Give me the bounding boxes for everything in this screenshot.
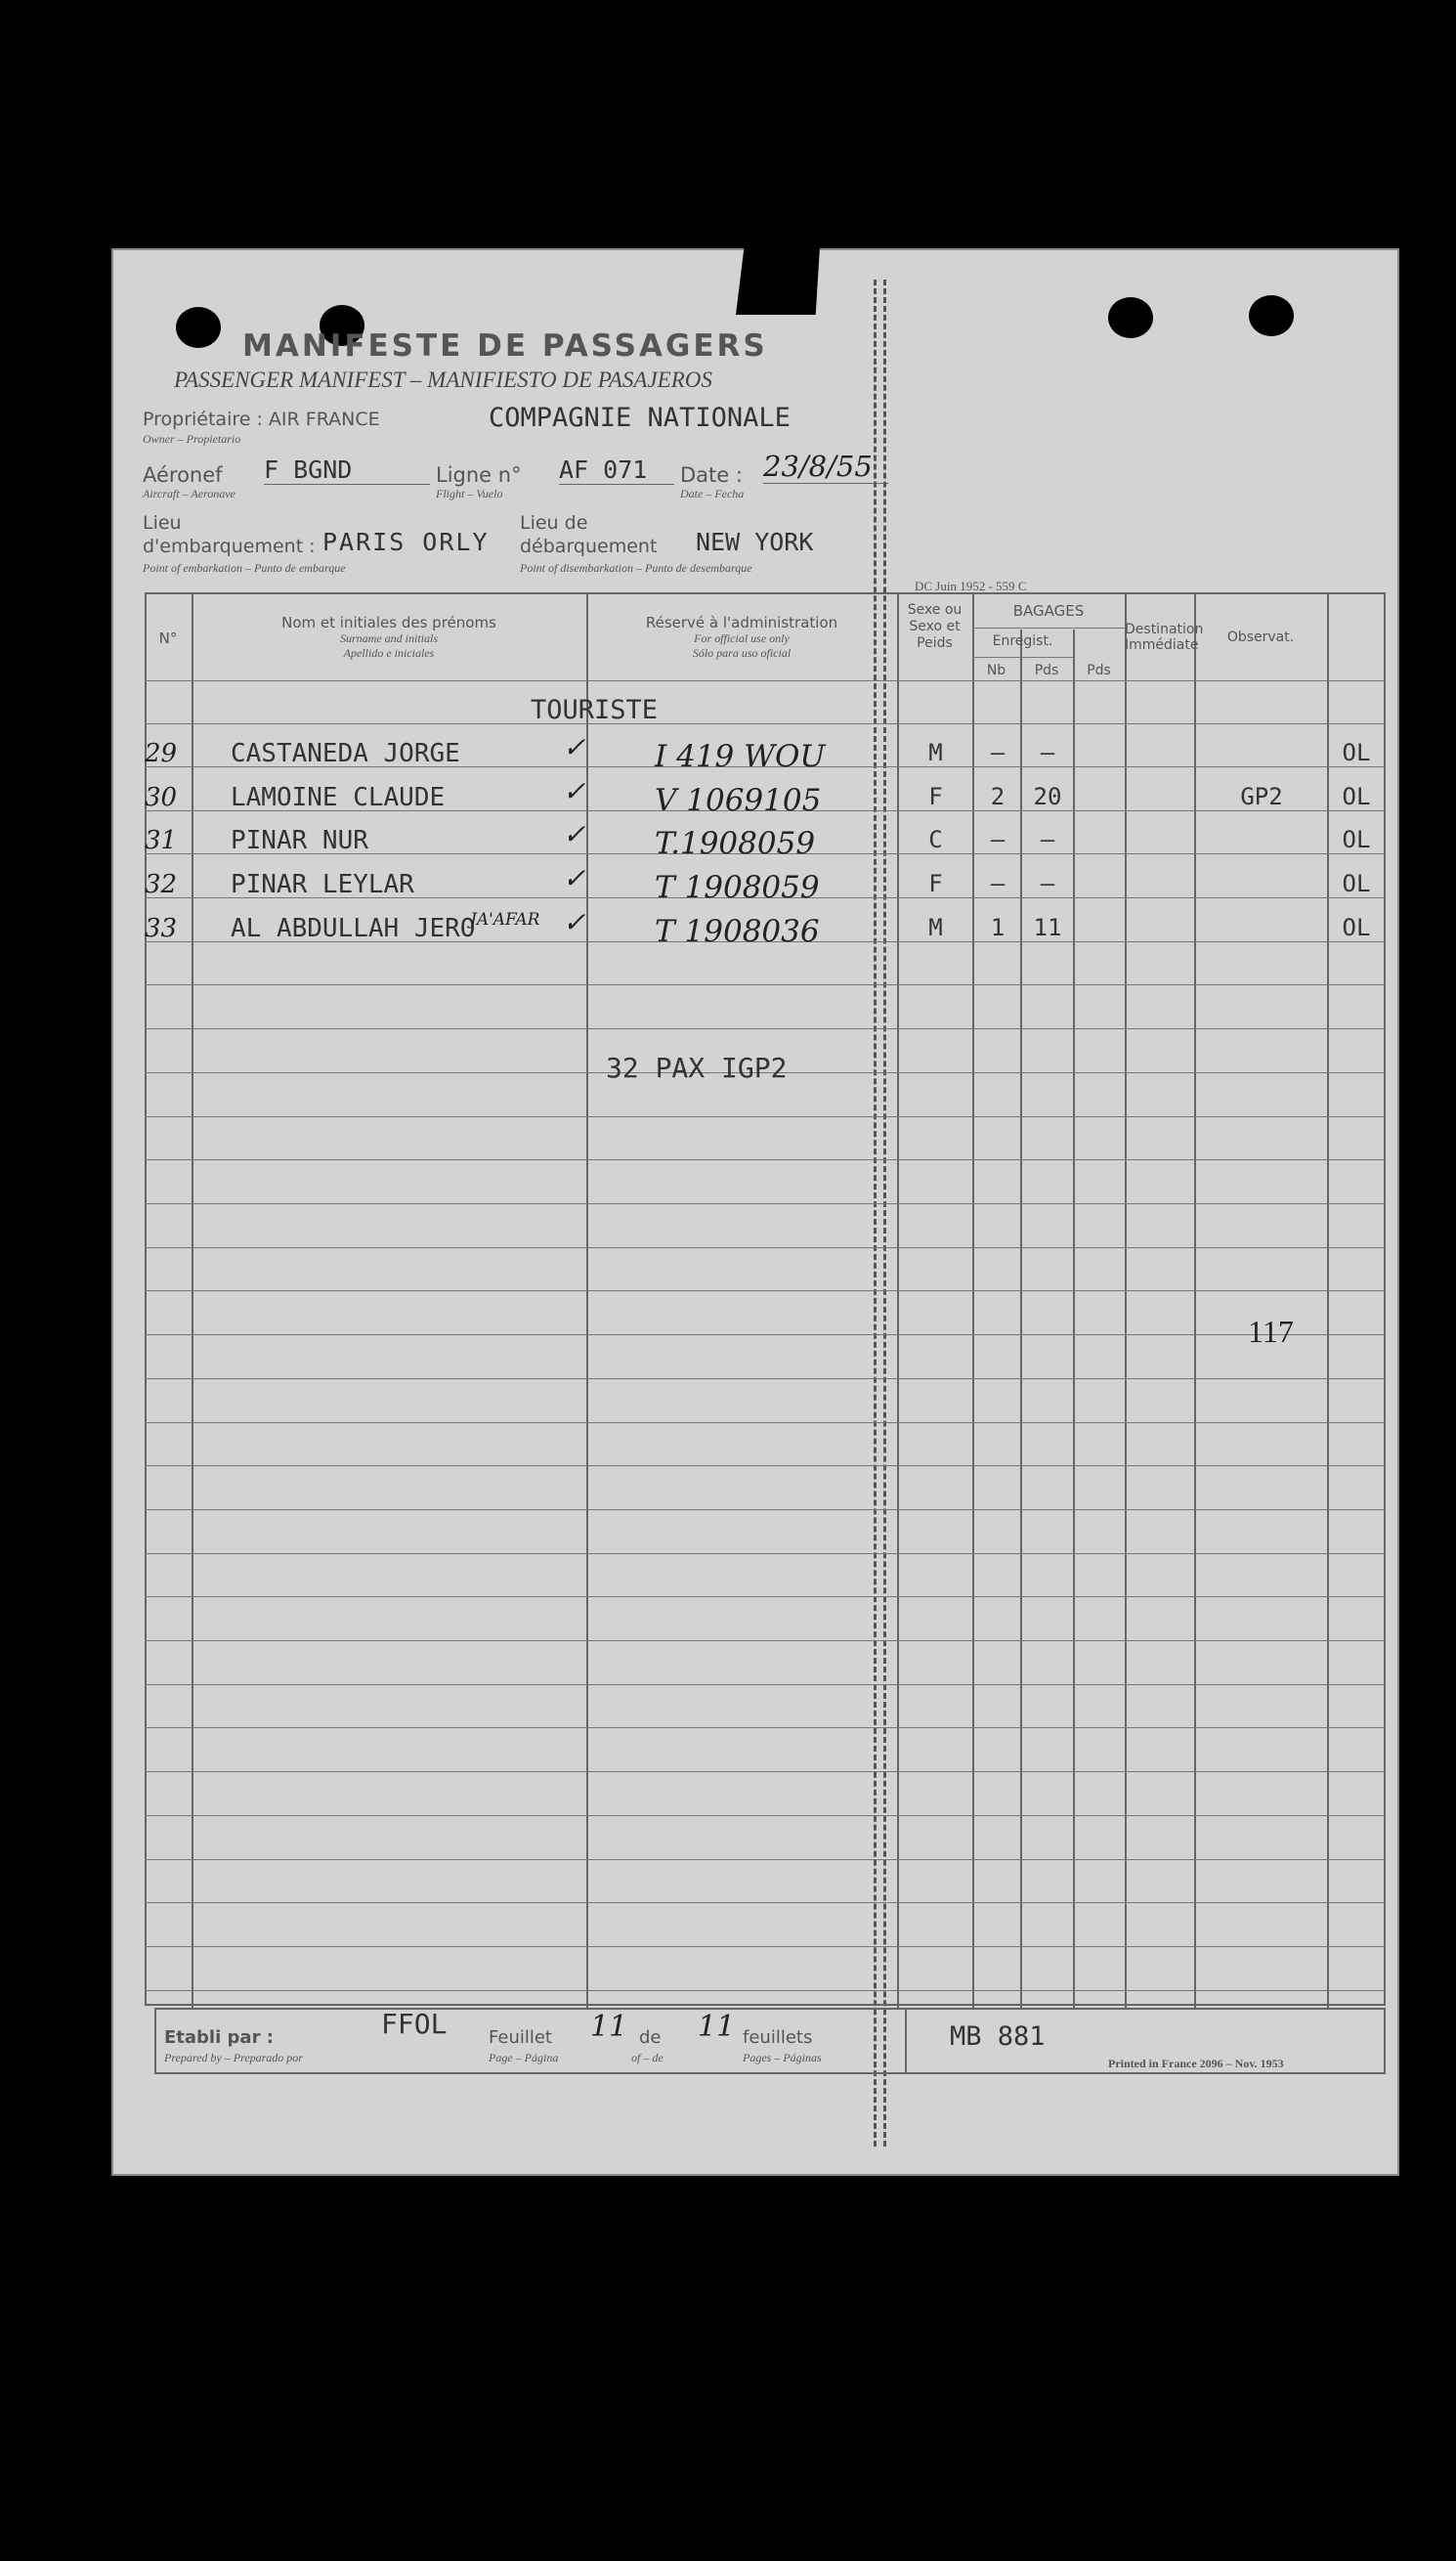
passenger-bag-count: 1 [990, 913, 1006, 941]
passenger-no: 32 [145, 870, 178, 900]
col-admin [586, 614, 897, 661]
disembark-sub: Point of disembarkation – Punto de desembarque [520, 561, 752, 575]
name-annotation: JA'AFAR [470, 910, 540, 930]
footer-divider [905, 2008, 907, 2074]
table-row [145, 818, 1386, 865]
embark-value: PARIS ORLY [322, 528, 490, 556]
col-name [192, 614, 586, 661]
col-no: N° [158, 629, 178, 647]
section-label: TOURISTE [531, 695, 659, 725]
owner-sub: Owner – Propietario [143, 432, 241, 446]
passenger-no: 31 [145, 826, 178, 856]
col-nb: Nb [986, 663, 1006, 678]
passenger-sex: F [928, 782, 943, 810]
sheets-sub: Pages – Páginas [743, 2051, 822, 2064]
line-sub: Flight – Vuelo [436, 487, 503, 500]
col-weight: Pds [1034, 663, 1059, 678]
passenger-name: CASTANEDA JORGE [231, 739, 460, 768]
of-label: de [639, 2027, 662, 2048]
disembark-label-1: Lieu de [520, 512, 588, 534]
passenger-admin-code: I 419 WOU [655, 739, 826, 774]
passenger-bag-count: 2 [990, 782, 1006, 810]
col-admin-sub: For official use only [694, 631, 790, 645]
manifest-title: MANIFESTE DE PASSAGERS [242, 328, 768, 364]
owner-label: Propriétaire : AIR FRANCE [143, 409, 380, 430]
punch-hole [1249, 295, 1294, 336]
page-number: 117 [1248, 1314, 1294, 1349]
passenger-bag-count: – [990, 739, 1006, 766]
check-mark-icon: ✓ [563, 818, 586, 851]
owner-value: COMPAGNIE NATIONALE [489, 403, 791, 433]
passenger-observation: OL [1342, 870, 1371, 898]
disembark-value: NEW YORK [696, 528, 814, 556]
col-name-sub2: Apellido e iniciales [343, 646, 435, 660]
form-number: MB 881 [950, 2021, 1046, 2052]
passenger-bag-weight: – [1040, 826, 1055, 854]
col-name-label: Nom et initiales des prénoms [281, 614, 496, 631]
passenger-observation: OL [1342, 913, 1371, 941]
check-mark-icon: ✓ [563, 905, 586, 938]
passenger-name: LAMOINE CLAUDE [231, 782, 446, 812]
line-value: AF 071 [559, 456, 674, 485]
passenger-bag-weight: 11 [1033, 913, 1062, 941]
table-row [145, 731, 1386, 778]
check-mark-icon: ✓ [563, 731, 586, 763]
col-baggage: BAGAGES [1012, 602, 1085, 620]
passenger-admin-code: T.1908059 [655, 826, 816, 862]
passenger-destination: GP2 [1240, 782, 1283, 810]
passenger-bag-weight: 20 [1033, 782, 1062, 810]
passenger-sex: F [928, 870, 943, 898]
col-admin-label: Réservé à l'administration [645, 614, 838, 631]
col-sex: Sexe ou Sexo et Peids [907, 602, 963, 651]
summary-note: 32 PAX IGP2 [606, 1052, 788, 1084]
line-label: Ligne n° [436, 463, 522, 487]
form-code: DC Juin 1952 - 559 C [915, 579, 1027, 593]
embark-label-2: d'embarquement : [143, 536, 316, 557]
col-registered: Enregist. [992, 633, 1053, 649]
torn-notch [736, 246, 820, 315]
passenger-admin-code: V 1069105 [655, 782, 822, 818]
passenger-table [145, 592, 1386, 2008]
punch-hole [1108, 297, 1153, 338]
passenger-sex: M [928, 913, 943, 941]
passenger-name: PINAR NUR [231, 826, 368, 856]
passenger-admin-code: T 1908059 [655, 870, 820, 906]
col-extra: Pds [1087, 663, 1111, 678]
sheets-label: feuillets [743, 2027, 813, 2048]
date-sub: Date – Fecha [680, 487, 745, 500]
passenger-no: 33 [145, 913, 178, 943]
printed-note: Printed in France 2096 – Nov. 1953 [1108, 2057, 1284, 2070]
passenger-observation: OL [1342, 782, 1371, 810]
table-row [145, 862, 1386, 909]
disembark-label-2: débarquement [520, 536, 658, 557]
footer-box [154, 2008, 1386, 2074]
passenger-sex: M [928, 739, 943, 766]
col-destination: Destination Immédiate [1125, 622, 1204, 653]
passenger-observation: OL [1342, 739, 1371, 766]
passenger-no: 29 [145, 739, 178, 768]
check-mark-icon: ✓ [563, 862, 586, 895]
date-label: Date : [680, 463, 743, 487]
of-sub: of – de [631, 2051, 664, 2064]
col-name-sub: Surname and initials [339, 631, 438, 645]
manifest-subtitle: PASSENGER MANIFEST – MANIFIESTO DE PASAJEROS [174, 368, 712, 392]
sheet-label: Feuillet [489, 2027, 552, 2048]
embark-sub: Point of embarkation – Punto de embarque [143, 561, 346, 575]
of-value: 11 [698, 2010, 736, 2044]
punch-hole [176, 307, 221, 348]
col-admin-sub2: Sólo para uso oficial [692, 646, 792, 660]
passenger-admin-code: T 1908036 [655, 913, 820, 949]
table-row [145, 905, 1386, 953]
passenger-bag-count: – [990, 826, 1006, 854]
prepared-sub: Prepared by – Preparado por [164, 2051, 303, 2064]
sheet-value: 11 [590, 2010, 628, 2044]
col-observations: Observat. [1226, 629, 1295, 645]
check-mark-icon: ✓ [563, 774, 586, 807]
passenger-bag-count: – [990, 870, 1006, 898]
passenger-name: AL ABDULLAH JERO [231, 913, 476, 943]
passenger-no: 30 [145, 782, 178, 812]
prepared-label: Etabli par : [164, 2027, 274, 2048]
embark-label-1: Lieu [143, 512, 182, 534]
aircraft-label: Aéronef [143, 463, 223, 487]
sheet-sub: Page – Página [489, 2051, 559, 2064]
aircraft-sub: Aircraft – Aeronave [143, 487, 236, 500]
aircraft-value: F BGND [264, 456, 430, 485]
passenger-sex: C [928, 826, 943, 854]
passenger-observation: OL [1342, 826, 1371, 854]
passenger-name: PINAR LEYLAR [231, 870, 414, 900]
prepared-value: FFOL [381, 2008, 448, 2040]
passenger-bag-weight: – [1040, 870, 1055, 898]
table-row [145, 774, 1386, 822]
passenger-bag-weight: – [1040, 739, 1055, 766]
date-value: 23/8/55 [763, 450, 888, 484]
